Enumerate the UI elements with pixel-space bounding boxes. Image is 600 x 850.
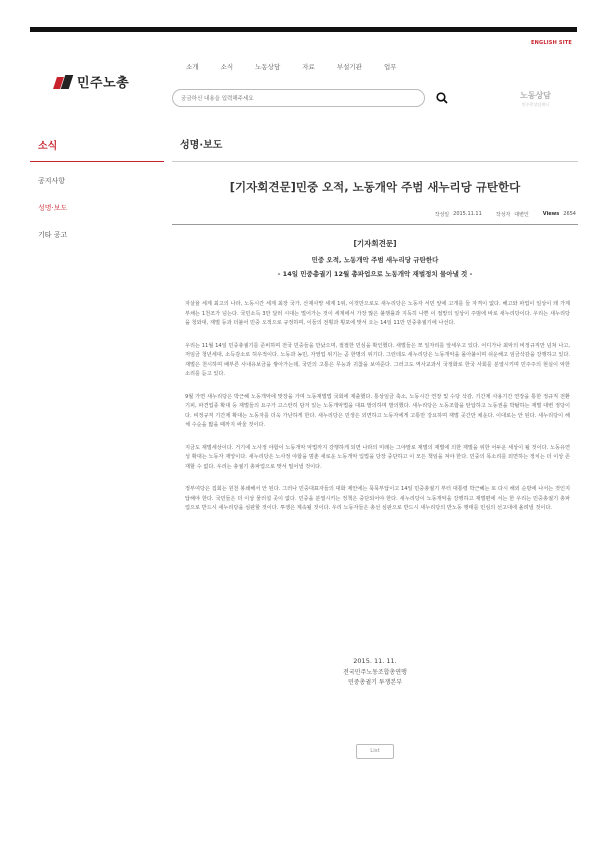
paragraph: 우리는 11월 14일 민중총궐기를 준비하며 전국 민중들을 만났으며, 절절한 민심을 확인했다. 새벌들은 쪼 일자리를 앞세우고 있다. 어디가나 최악의 비정규직만 넘쳐 나고, 저임금 청년세대, 소득감소로 허우적이다. 노동과 농민, 자영업 위기는 곧 한명의 위기다. 그런데도 새누리당은 노동개악을 몰아붙이며 쉬운해고 임금삭감을 강행하고 있다. 재벌은 천시하며 배부른 사내유보금을 쌓아가는데, 국민의 고통은 무능과 귀찮을 보여준다. 그러고도 역사교과서 국정화로 한국 사회를 분열시키며 민주주의 현실이 악한 소리를 듣고 있다. [185,342,570,377]
press-title: 민중 오적, 노동개악 주범 새누리당 규탄한다 [311,256,439,264]
top-bar [30,27,577,32]
sign-org-secondary: 민중총궐기 투쟁본부 [347,679,403,686]
sign-org-primary: 전국민주노동조합총연맹 [343,669,407,676]
sidebar-item-notice[interactable]: 공지사항 [38,177,66,185]
nav-item-intro[interactable]: 소개 [186,63,199,71]
search-icon[interactable] [436,92,448,104]
nav-item-materials[interactable]: 자료 [302,63,315,71]
sidebar-item-other-notice[interactable]: 기타 공고 [38,231,68,239]
labor-counsel-subtitle: 민주총상담센터 [521,102,549,107]
meta-date: 2015.11.11 [453,211,482,217]
nav-item-work[interactable]: 업무 [383,63,397,71]
meta-author: 대변인 [514,212,529,218]
labor-counsel-title: 노동상담 [520,91,551,100]
meta-author-label: 작성자 [495,212,511,218]
article-body [185,300,570,527]
paragraph: 9월 가면 새누리당은 박근혜 노동개악에 맞장을 가며 노동재벌법 국회에 제출했다. 통상임금 축소, 노동시간 연장 및 수당 삭감, 기간제 사용기간 연장을 통한 정규직 전환 기피, 파견업종 확대 등 재벌들의 요구가 고스란히 담겨 있는 노동개악법을 대표 발의하며 발의했다. 새누리당은 노동조합을 탄압하고 노동권을 박탈하는 재벌 대변 정당이다. 비정규직 기간제 확대는 노동자를 더욱 가난하게 한다. 새누리당은 민생은 외면하고 노동자에게 고통만 강요하며 재벌 곳간만 채운다. 이대로는 안 된다. 새누리당이 해체 수순을 밟을 때까지 싸울 것이다. [185,393,570,428]
labor-counsel-banner[interactable] [520,90,551,108]
paragraph: 자살율 세계 최고의 나라, 노동시간 세계 최장 국가, 산재사망 세계 1위, 이것만으로도 새누리당은 노동자 서민 앞에 고개를 들 자격이 없다. 해고와 파업이 일상이 돼 가계부채는 1천조가 넘는다. 국민소득 3만 달러 시대는 멀어가는 것이 세계에서 가장 많은 불행률과 지독히 나쁜 이 절망의 일상이 주범에 바로 새누리당이다. 우리는 새누리당을 청와대, 재벌 등과 더불어 민중 오적으로 규정하며, 이들의 전횡과 횡포에 맞서 오는 14일 11만 민중총궐기에 나선다. [185,301,570,326]
logo[interactable] [55,72,129,91]
nav-item-labor-counsel[interactable]: 노동상담 [255,63,281,71]
paragraph: 지금도 재벌세상이다. 거기에 노사정 야합이 노동개악 악법까지 강행하게 되면 나라의 미래는 그야말로 재벌의 재벌에 의한 재벌을 위한 어두운 세상이 될 것이다. 노동유연성 확대는 노동자 재앙이다. 새누리당은 노사정 야합을 멈춘 새로운 노동개악 입법을 당장 중단하고 이 모든 책임을 져야 한다. 민중의 목소리를 외면하는 정치는 더 이상 존재할 수 없다. 우리는 총궐기 총파업으로 맞서 밀어낼 것이다. [185,444,570,470]
meta-views: 2654 [563,211,576,217]
logo-mark-icon [55,75,73,89]
title-divider [172,161,578,162]
sidebar-divider [30,161,164,162]
main-nav [186,62,419,71]
sidebar-item-press[interactable]: 성명·보도 [38,204,68,212]
article-meta [435,211,576,218]
search-input[interactable]: 궁금하신 내용을 입력해주세요 [172,89,425,107]
sidebar-menu [38,176,67,257]
sidebar-title: 소식 [38,141,58,152]
article-title: [기자회견문]민중 오적, 노동개악 주범 새누리당 규탄한다 [229,180,521,194]
list-button[interactable]: List [356,744,394,759]
paragraph: 정부여당은 집회는 원천 봉쇄해서 안 된다. 그러나 민중대표자들의 대화 제안에는 묵묵부답이고 14일 민중총궐기 부터 대통령 박근혜는 또 다시 해외 순방에 나서는 것인지 답해야 한다. 국민들은 더 이상 물러설 곳이 없다. 민중을 분열시키는 정책은 중단되어야 한다. 새누리당이 노동개악을 강행하고 재벌편에 서는 한 우리는 민중총궐기 총파업으로 반드시 새누리당을 심판할 것이다. 투쟁은 계속될 것이다. 우리 노동자들은 총선 심판으로 반드시 새누리당의 반노동 행태를 민심의 선고대에 올려낼 것이다. [185,486,570,511]
nav-item-news[interactable]: 소식 [220,63,234,71]
logo-text: 민주노총 [77,76,130,91]
meta-divider [172,224,578,225]
press-header [172,238,578,283]
meta-date-label: 작성일 [434,212,450,218]
meta-views-label: Views [542,211,560,217]
page-title: 성명·보도 [180,140,223,151]
signature-block [172,656,578,688]
english-site-link[interactable]: ENGLISH SITE [531,40,572,46]
press-heading: [기자회견문] [353,239,397,248]
sign-date: 2015. 11. 11. [353,657,397,665]
nav-item-affiliates[interactable]: 부설기관 [336,63,362,71]
press-subtitle: - 14일 민중총궐기 12월 총파업으로 노동개악 재벌정치 물아낼 것 - [277,270,473,278]
